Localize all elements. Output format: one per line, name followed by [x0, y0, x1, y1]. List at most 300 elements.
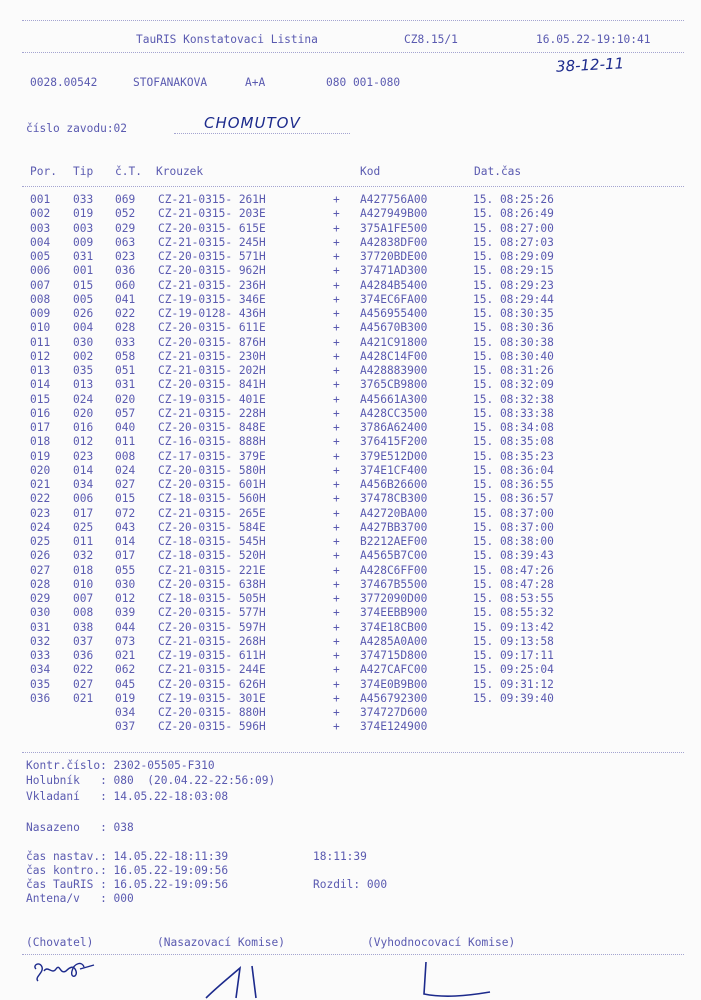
table-row — [0, 649, 701, 663]
cell-separator: + — [333, 606, 340, 620]
cell-krouzek: CZ-19-0315- 346E — [158, 292, 266, 306]
table-row — [0, 393, 701, 407]
cell-ct: 037 — [115, 720, 136, 734]
cell-por: 033 — [30, 649, 51, 662]
cell-krouzek: CZ-21-0315- 230H — [158, 349, 266, 363]
cell-dat-cas: 15. 08:47:28 — [473, 577, 554, 591]
cell-ct: 036 — [115, 264, 136, 278]
cell-krouzek: CZ-21-0315- 265E — [158, 506, 266, 520]
cell-kod: 374E18CB00 — [360, 620, 428, 634]
cell-por: 014 — [30, 378, 51, 392]
cell-tip: 021 — [73, 691, 94, 705]
cell-ct: 015 — [115, 492, 136, 506]
cell-tip: 001 — [73, 264, 94, 278]
cell-krouzek: CZ-21-0315- 236H — [158, 278, 266, 292]
member-name: STOFANAKOVA — [133, 76, 208, 89]
cell-dat-cas: 15. 08:36:57 — [473, 492, 554, 506]
cell-ct: 019 — [115, 691, 136, 705]
cell-dat-cas: 15. 09:17:11 — [473, 649, 554, 662]
tauris-time: čas TauRIS : 16.05.22-19:09:56 — [26, 878, 229, 891]
breeder-signature — [30, 955, 110, 995]
cell-ct: 030 — [115, 577, 136, 591]
cell-krouzek: CZ-21-0315- 221E — [158, 563, 266, 577]
cell-tip: 032 — [73, 549, 94, 563]
cell-dat-cas: 15. 08:37:00 — [473, 520, 554, 534]
cell-por: 010 — [30, 321, 51, 335]
table-row — [0, 378, 701, 392]
cell-ct: 063 — [115, 235, 136, 249]
table-row — [0, 549, 701, 563]
cell-tip: 024 — [73, 392, 94, 406]
cell-dat-cas: 15. 08:29:44 — [473, 292, 554, 306]
cell-krouzek: CZ-20-0315- 584E — [158, 520, 266, 534]
cell-ct: 029 — [115, 221, 136, 235]
cell-ct: 028 — [115, 321, 136, 335]
time-difference: Rozdil: 000 — [313, 878, 388, 891]
cell-separator: + — [333, 520, 340, 534]
cell-dat-cas: 15. 08:25:26 — [473, 193, 554, 206]
cell-krouzek: CZ-21-0315- 202H — [158, 364, 266, 377]
cell-separator: + — [333, 207, 340, 221]
cell-separator: + — [333, 349, 340, 363]
cell-tip: 005 — [73, 292, 94, 306]
cell-ct: 031 — [115, 378, 136, 392]
cell-kod: A427BB3700 — [360, 520, 428, 534]
cell-dat-cas: 15. 08:29:15 — [473, 264, 554, 278]
table-row — [0, 364, 701, 378]
col-header-tip: Tip — [73, 165, 94, 178]
cell-por: 025 — [30, 535, 51, 548]
cell-ct: 069 — [115, 193, 136, 206]
cell-krouzek: CZ-18-0315- 505H — [158, 592, 266, 605]
cell-kod: A4565B7C00 — [360, 549, 428, 563]
cell-kod: 374715D800 — [360, 649, 428, 662]
cell-separator: + — [333, 663, 340, 677]
table-row — [0, 407, 701, 421]
cell-ct: 008 — [115, 449, 136, 463]
cell-dat-cas: 15. 08:27:00 — [473, 221, 554, 235]
cell-kod: A45670B300 — [360, 321, 428, 335]
cell-kod: A4285A0A00 — [360, 634, 428, 648]
cell-krouzek: CZ-20-0315- 601H — [158, 478, 266, 491]
table-row — [0, 621, 701, 635]
cell-ct: 058 — [115, 349, 136, 363]
cell-dat-cas: 15. 08:35:23 — [473, 449, 554, 463]
table-row — [0, 207, 701, 221]
signature-label-breeder: (Chovatel) — [26, 936, 94, 949]
cell-dat-cas: 15. 08:55:32 — [473, 606, 554, 620]
clock-set-time-extra: 18:11:39 — [313, 850, 367, 863]
cell-krouzek: CZ-21-0315- 268H — [158, 634, 266, 648]
cell-tip: 012 — [73, 435, 94, 449]
cell-tip: 030 — [73, 335, 94, 349]
cell-por: 007 — [30, 278, 51, 292]
cell-separator: + — [333, 549, 340, 563]
cell-kod: A4284B5400 — [360, 278, 428, 292]
cell-ct: 012 — [115, 592, 136, 605]
cell-por: 036 — [30, 691, 51, 705]
cell-krouzek: CZ-20-0315- 876H — [158, 335, 266, 349]
table-row — [0, 250, 701, 264]
cell-krouzek: CZ-21-0315- 244E — [158, 663, 266, 677]
signature-rule — [22, 954, 684, 955]
cell-tip: 009 — [73, 235, 94, 249]
cell-kod: A456955400 — [360, 307, 428, 320]
table-row — [0, 450, 701, 464]
cell-ct: 043 — [115, 520, 136, 534]
cell-dat-cas: 15. 08:34:08 — [473, 421, 554, 434]
cell-separator: + — [333, 292, 340, 306]
cell-separator: + — [333, 463, 340, 477]
cell-tip: 020 — [73, 406, 94, 420]
cell-ct: 033 — [115, 335, 136, 349]
cell-tip: 034 — [73, 478, 94, 491]
table-row — [0, 592, 701, 606]
document-title: TauRIS Konstatovaci Listina — [136, 33, 318, 46]
table-row — [0, 293, 701, 307]
cell-krouzek: CZ-19-0315- 401E — [158, 392, 266, 406]
cell-por: 029 — [30, 592, 51, 605]
cell-krouzek: CZ-21-0315- 245H — [158, 235, 266, 249]
cell-por: 002 — [30, 207, 51, 221]
table-row — [0, 535, 701, 549]
cell-dat-cas: 15. 08:31:26 — [473, 364, 554, 377]
cell-separator: + — [333, 720, 340, 734]
cell-ct: 057 — [115, 406, 136, 420]
cell-kod: 3786A62400 — [360, 421, 428, 434]
cell-dat-cas: 15. 09:39:40 — [473, 691, 554, 705]
cell-dat-cas: 15. 08:33:38 — [473, 406, 554, 420]
cell-krouzek: CZ-17-0315- 379E — [158, 449, 266, 463]
col-header-ct: č.T. — [115, 165, 142, 178]
cell-kod: B2212AEF00 — [360, 535, 428, 548]
cell-krouzek: CZ-19-0128- 436H — [158, 307, 266, 320]
cell-tip: 014 — [73, 463, 94, 477]
cell-kod: 374727D600 — [360, 706, 428, 719]
cell-por: 013 — [30, 364, 51, 377]
cell-kod: 37467B5500 — [360, 577, 428, 591]
cell-krouzek: CZ-21-0315- 228H — [158, 406, 266, 420]
cell-kod: 37471AD300 — [360, 264, 428, 278]
cell-kod: A42720BA00 — [360, 506, 428, 520]
cell-krouzek: CZ-21-0315- 261H — [158, 193, 266, 206]
cell-separator: + — [333, 492, 340, 506]
table-row — [0, 720, 701, 734]
table-row — [0, 635, 701, 649]
basketing-time: Vkladaní : 14.05.22-18:03:08 — [26, 790, 229, 803]
cell-krouzek: CZ-20-0315- 638H — [158, 577, 266, 591]
cell-separator: + — [333, 307, 340, 320]
evaluation-committee-signature — [414, 958, 504, 1000]
cell-por: 008 — [30, 292, 51, 306]
cell-krouzek: CZ-20-0315- 962H — [158, 264, 266, 278]
signature-label-basketing-committee: (Nasazovací Komise) — [157, 936, 285, 949]
cell-por: 016 — [30, 406, 51, 420]
cell-por: 028 — [30, 577, 51, 591]
handwritten-reference: 38-12-11 — [555, 54, 625, 76]
cell-kod: A456792300 — [360, 691, 428, 705]
cell-separator: + — [333, 221, 340, 235]
cell-separator: + — [333, 364, 340, 377]
cell-separator: + — [333, 691, 340, 705]
cell-separator: + — [333, 620, 340, 634]
table-row — [0, 222, 701, 236]
cell-krouzek: CZ-20-0315- 597H — [158, 620, 266, 634]
cell-separator: + — [333, 563, 340, 577]
cell-dat-cas: 15. 08:53:55 — [473, 592, 554, 605]
cell-tip: 003 — [73, 221, 94, 235]
cell-separator: + — [333, 449, 340, 463]
cell-dat-cas: 15. 08:36:04 — [473, 463, 554, 477]
cell-tip: 002 — [73, 349, 94, 363]
cell-separator: + — [333, 506, 340, 520]
member-number: 0028.00542 — [30, 76, 98, 89]
col-header-krouzek: Krouzek — [156, 165, 204, 178]
cell-ct: 073 — [115, 634, 136, 648]
cell-kod: 374E124900 — [360, 720, 428, 734]
table-row — [0, 264, 701, 278]
cell-kod: 374EEBB900 — [360, 606, 428, 620]
cell-tip: 004 — [73, 321, 94, 335]
cell-kod: 37720BDE00 — [360, 250, 428, 263]
cell-dat-cas: 15. 08:36:55 — [473, 478, 554, 491]
cell-tip: 033 — [73, 193, 94, 206]
cell-krouzek: CZ-20-0315- 611E — [158, 321, 266, 335]
cell-krouzek: CZ-20-0315- 571H — [158, 250, 266, 263]
cell-tip: 023 — [73, 449, 94, 463]
cell-por: 026 — [30, 549, 51, 563]
table-row — [0, 464, 701, 478]
cell-ct: 045 — [115, 677, 136, 691]
cell-separator: + — [333, 478, 340, 491]
cell-krouzek: CZ-20-0315- 626H — [158, 677, 266, 691]
cell-ct: 040 — [115, 421, 136, 434]
cell-dat-cas: 15. 08:37:00 — [473, 506, 554, 520]
cell-tip: 031 — [73, 250, 94, 263]
cell-kod: 37478CB300 — [360, 492, 428, 506]
cell-dat-cas: 15. 08:38:00 — [473, 535, 554, 548]
table-row — [0, 492, 701, 506]
cell-tip: 006 — [73, 492, 94, 506]
cell-tip: 037 — [73, 634, 94, 648]
cell-tip: 011 — [73, 535, 94, 548]
cell-por: 015 — [30, 392, 51, 406]
cell-krouzek: CZ-16-0315- 888H — [158, 435, 266, 449]
cell-por: 017 — [30, 421, 51, 434]
cell-dat-cas: 15. 08:39:43 — [473, 549, 554, 563]
table-row — [0, 578, 701, 592]
cell-tip: 016 — [73, 421, 94, 434]
table-row — [0, 279, 701, 293]
cell-ct: 041 — [115, 292, 136, 306]
table-row — [0, 236, 701, 250]
cell-kod: A428C6FF00 — [360, 563, 428, 577]
cell-ct: 052 — [115, 207, 136, 221]
cell-dat-cas: 15. 09:13:58 — [473, 634, 554, 648]
cell-separator: + — [333, 421, 340, 434]
cell-kod: A427949B00 — [360, 207, 428, 221]
cell-por: 018 — [30, 435, 51, 449]
cell-por: 005 — [30, 250, 51, 263]
col-header-dat-cas: Dat.čas — [474, 165, 522, 178]
cell-kod: 3772090D00 — [360, 592, 428, 605]
table-row — [0, 350, 701, 364]
cell-por: 034 — [30, 663, 51, 677]
cell-por: 006 — [30, 264, 51, 278]
cell-separator: + — [333, 435, 340, 449]
cell-tip: 015 — [73, 278, 94, 292]
cell-dat-cas: 15. 08:29:23 — [473, 278, 554, 292]
cell-kod: 374E0B9B00 — [360, 677, 428, 691]
clock-check-time: čas kontro.: 16.05.22-19:09:56 — [26, 864, 229, 877]
cell-tip: 026 — [73, 307, 94, 320]
table-row — [0, 507, 701, 521]
cell-por: 032 — [30, 634, 51, 648]
cell-ct: 011 — [115, 435, 136, 449]
cell-krouzek: CZ-19-0315- 611H — [158, 649, 266, 662]
table-row — [0, 421, 701, 435]
table-row — [0, 193, 701, 207]
table-header-rule — [22, 186, 684, 187]
cell-separator: + — [333, 649, 340, 662]
cell-krouzek: CZ-18-0315- 560H — [158, 492, 266, 506]
antenna-info: Antena/v : 000 — [26, 892, 134, 905]
cell-krouzek: CZ-18-0315- 545H — [158, 535, 266, 548]
cell-kod: A427756A00 — [360, 193, 428, 206]
cell-kod: A421C91800 — [360, 335, 428, 349]
cell-por: 020 — [30, 463, 51, 477]
table-row — [0, 336, 701, 350]
cell-dat-cas: 15. 08:47:26 — [473, 563, 554, 577]
cell-kod: 3765CB9800 — [360, 378, 428, 392]
cell-por: 011 — [30, 335, 51, 349]
table-row — [0, 706, 701, 720]
cell-ct: 027 — [115, 478, 136, 491]
table-bottom-rule — [22, 752, 684, 753]
cell-tip: 025 — [73, 520, 94, 534]
cell-separator: + — [333, 278, 340, 292]
control-number: Kontr.číslo: 2302-05505-F310 — [26, 759, 215, 772]
table-row — [0, 564, 701, 578]
cell-separator: + — [333, 335, 340, 349]
cell-separator: + — [333, 378, 340, 392]
cell-kod: A456B26600 — [360, 478, 428, 491]
cell-ct: 055 — [115, 563, 136, 577]
cell-tip: 010 — [73, 577, 94, 591]
birds-entered: Nasazeno : 038 — [26, 821, 134, 834]
cell-ct: 034 — [115, 706, 136, 719]
cell-tip: 007 — [73, 592, 94, 605]
cell-por: 001 — [30, 193, 51, 206]
cell-krouzek: CZ-21-0315- 203E — [158, 207, 266, 221]
cell-por: 030 — [30, 606, 51, 620]
cell-ct: 051 — [115, 364, 136, 377]
cell-krouzek: CZ-20-0315- 841H — [158, 378, 266, 392]
table-row — [0, 307, 701, 321]
cell-tip: 022 — [73, 663, 94, 677]
cell-krouzek: CZ-19-0315- 301E — [158, 691, 266, 705]
cell-por: 023 — [30, 506, 51, 520]
cell-separator: + — [333, 406, 340, 420]
cell-por: 027 — [30, 563, 51, 577]
document-code: CZ8.15/1 — [404, 33, 458, 46]
cell-dat-cas: 15. 08:30:35 — [473, 307, 554, 320]
cell-krouzek: CZ-20-0315- 615E — [158, 221, 266, 235]
cell-por: 012 — [30, 349, 51, 363]
cell-kod: A428C14F00 — [360, 349, 428, 363]
cell-dat-cas: 15. 09:13:42 — [473, 620, 554, 634]
cell-dat-cas: 15. 08:30:40 — [473, 349, 554, 363]
cell-tip: 036 — [73, 649, 94, 662]
cell-kod: 374E1CF400 — [360, 463, 428, 477]
cell-separator: + — [333, 677, 340, 691]
factory-label: číslo zavodu:02 — [26, 122, 128, 135]
cell-krouzek: CZ-20-0315- 577H — [158, 606, 266, 620]
cell-ct: 021 — [115, 649, 136, 662]
cell-kod: A427CAFC00 — [360, 663, 428, 677]
basketing-committee-signature — [196, 960, 286, 1000]
clock-set-time: čas nastav.: 14.05.22-18:11:39 — [26, 850, 229, 863]
table-row — [0, 478, 701, 492]
signature-label-evaluation-committee: (Vyhodnocovací Komise) — [367, 936, 516, 949]
table-row — [0, 521, 701, 535]
cell-por: 021 — [30, 478, 51, 491]
cell-por: 004 — [30, 235, 51, 249]
cell-por: 024 — [30, 520, 51, 534]
cell-dat-cas: 15. 09:25:04 — [473, 663, 554, 677]
cell-separator: + — [333, 235, 340, 249]
cell-tip: 013 — [73, 378, 94, 392]
table-row — [0, 678, 701, 692]
cell-ct: 022 — [115, 307, 136, 320]
header-bottom-rule — [22, 52, 684, 53]
cell-separator: + — [333, 193, 340, 206]
cell-ct: 044 — [115, 620, 136, 634]
cell-dat-cas: 15. 08:30:36 — [473, 321, 554, 335]
cell-kod: A428CC3500 — [360, 406, 428, 420]
header-top-rule — [22, 20, 684, 21]
cell-ct: 024 — [115, 463, 136, 477]
factory-fill-line — [174, 133, 350, 134]
cell-dat-cas: 15. 08:30:38 — [473, 335, 554, 349]
cell-dat-cas: 15. 09:31:12 — [473, 677, 554, 691]
cell-tip: 035 — [73, 364, 94, 377]
cell-tip: 019 — [73, 207, 94, 221]
cell-separator: + — [333, 321, 340, 335]
cell-dat-cas: 15. 08:27:03 — [473, 235, 554, 249]
cell-krouzek: CZ-20-0315- 596H — [158, 720, 266, 734]
cell-por: 019 — [30, 449, 51, 463]
cell-tip: 008 — [73, 606, 94, 620]
cell-tip: 017 — [73, 506, 94, 520]
cell-tip: 027 — [73, 677, 94, 691]
factory-handwritten-name: CHOMUTOV — [204, 114, 301, 132]
cell-separator: + — [333, 577, 340, 591]
member-suffix: A+A — [245, 76, 266, 89]
cell-dat-cas: 15. 08:26:49 — [473, 207, 554, 221]
cell-kod: A428883900 — [360, 364, 428, 377]
table-row — [0, 435, 701, 449]
cell-separator: + — [333, 592, 340, 605]
cell-ct: 072 — [115, 506, 136, 520]
cell-ct: 062 — [115, 663, 136, 677]
cell-kod: 379E512D00 — [360, 449, 428, 463]
cell-krouzek: CZ-20-0315- 580H — [158, 463, 266, 477]
table-row — [0, 321, 701, 335]
cell-krouzek: CZ-18-0315- 520H — [158, 549, 266, 563]
table-row — [0, 606, 701, 620]
cell-tip: 038 — [73, 620, 94, 634]
